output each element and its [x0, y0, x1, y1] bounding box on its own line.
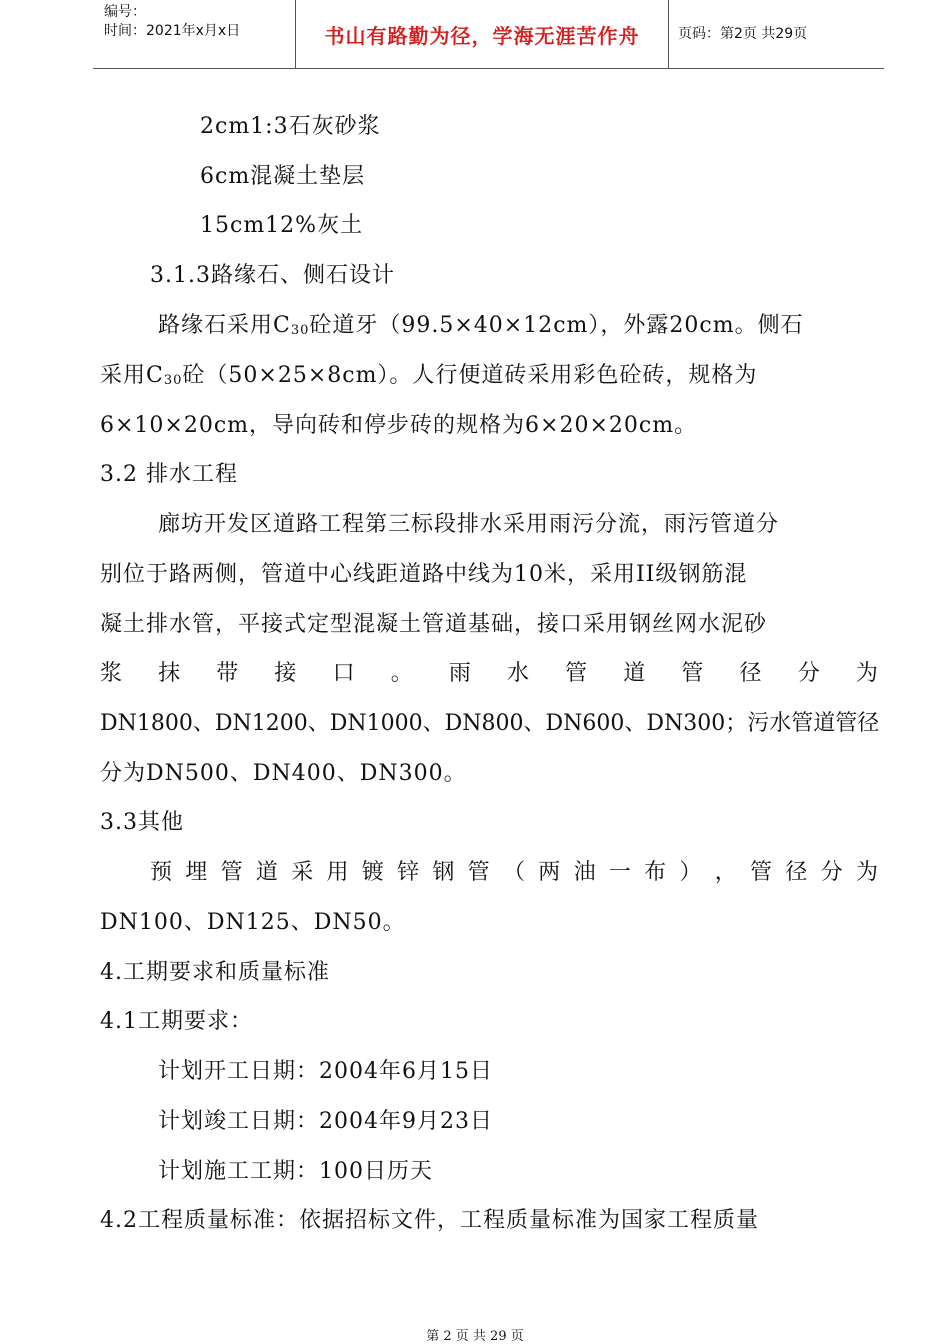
- char: 径: [785, 860, 808, 885]
- char: 钢: [432, 860, 455, 885]
- char: ）: [679, 860, 702, 885]
- char: 管: [220, 860, 243, 885]
- text-line: DN100、DN125、DN50。: [100, 910, 406, 935]
- header-meta: [93, 0, 295, 68]
- char: 为: [855, 661, 878, 686]
- char: （: [502, 860, 525, 885]
- header-motto-cell: [295, 0, 669, 68]
- char: 管: [467, 860, 490, 885]
- text-line: DN1800、DN1200、DN1000、DN800、DN600、DN300；污水管道管径: [100, 711, 880, 736]
- char: 道: [255, 860, 278, 885]
- header-motto: 书山有路勤为径，学海无涯苦作舟: [324, 23, 640, 48]
- text-line: 6×10×20cm，导向砖和停步砖的规格为6×20×20cm。: [100, 413, 698, 438]
- header-page-cell: [669, 0, 884, 68]
- text-line: [158, 311, 878, 346]
- text-line: 廊坊开发区道路工程第三标段排水采用雨污分流，雨污管道分: [158, 512, 780, 537]
- text-line: 分为DN500、DN400、DN300。: [100, 761, 467, 786]
- char: 道: [623, 661, 646, 686]
- text-line: 4.2工程质量标准：依据招标文件，工程质量标准为国家工程质量: [100, 1208, 759, 1233]
- page-header: [93, 0, 884, 69]
- char: 分: [820, 860, 843, 885]
- char: 。: [390, 661, 413, 686]
- text-fragment: 路缘石采用C: [158, 313, 291, 338]
- char: 雨: [448, 661, 471, 686]
- char: 锌: [397, 860, 420, 885]
- char: 管: [565, 661, 588, 686]
- char: 分: [797, 661, 820, 686]
- char: 一: [608, 860, 631, 885]
- subscript: 30: [163, 373, 183, 388]
- text-line: 别位于路两侧，管道中心线距道路中线为10米，采用II级钢筋混: [100, 562, 748, 587]
- char: 油: [573, 860, 596, 885]
- section-heading: 3.1.3路缘石、侧石设计: [150, 263, 395, 288]
- char: 口: [332, 661, 355, 686]
- text-line: 15cm12%灰土: [200, 213, 364, 238]
- text-line: [100, 361, 878, 396]
- char: 用: [326, 860, 349, 885]
- text-line: 2cm1:3石灰砂浆: [200, 114, 381, 139]
- char: 水: [506, 661, 529, 686]
- char: 径: [739, 661, 762, 686]
- text-fragment: 砼（50×25×8cm）。人行便道砖采用彩色砼砖，规格为: [182, 363, 758, 388]
- justified-line: [150, 858, 878, 888]
- char: 为: [855, 860, 878, 885]
- number-label: 编号：: [104, 4, 146, 20]
- char: 预: [150, 860, 173, 885]
- char: 采: [291, 860, 314, 885]
- text-fragment: 砼道牙（99.5×40×12cm），外露20cm。侧石: [309, 313, 804, 338]
- char: 埋: [185, 860, 208, 885]
- char: 带: [216, 661, 239, 686]
- char: 浆: [100, 661, 123, 686]
- subscript: 30: [290, 323, 310, 338]
- text-fragment: 采用C: [100, 363, 164, 388]
- char: 镀: [361, 860, 384, 885]
- section-heading: 3.3其他: [100, 810, 184, 835]
- text-line: 计划竣工日期：2004年9月23日: [158, 1109, 493, 1134]
- time-label: 时间：2021年x月x日: [104, 23, 241, 39]
- char: 接: [274, 661, 297, 686]
- text-line: 计划开工日期：2004年6月15日: [158, 1059, 493, 1084]
- char: 布: [644, 860, 667, 885]
- char: 抹: [158, 661, 181, 686]
- header-page-info: 页码：第2页 共29页: [678, 25, 808, 42]
- text-line: 计划施工工期：100日历天: [158, 1159, 433, 1184]
- char: 两: [538, 860, 561, 885]
- section-heading: 4.1工期要求：: [100, 1009, 253, 1034]
- text-line: 凝土排水管，平接式定型混凝土管道基础，接口采用钢丝网水泥砂: [100, 612, 768, 637]
- char: 管: [750, 860, 773, 885]
- page-footer: 第 2 页 共 29 页: [426, 1329, 524, 1344]
- section-heading: 3.2 排水工程: [100, 462, 238, 487]
- justified-line: [100, 659, 878, 689]
- section-heading: 4.工期要求和质量标准: [100, 960, 330, 985]
- char: 管: [681, 661, 704, 686]
- text-line: 6cm混凝土垫层: [200, 164, 366, 189]
- char: ，: [714, 860, 737, 885]
